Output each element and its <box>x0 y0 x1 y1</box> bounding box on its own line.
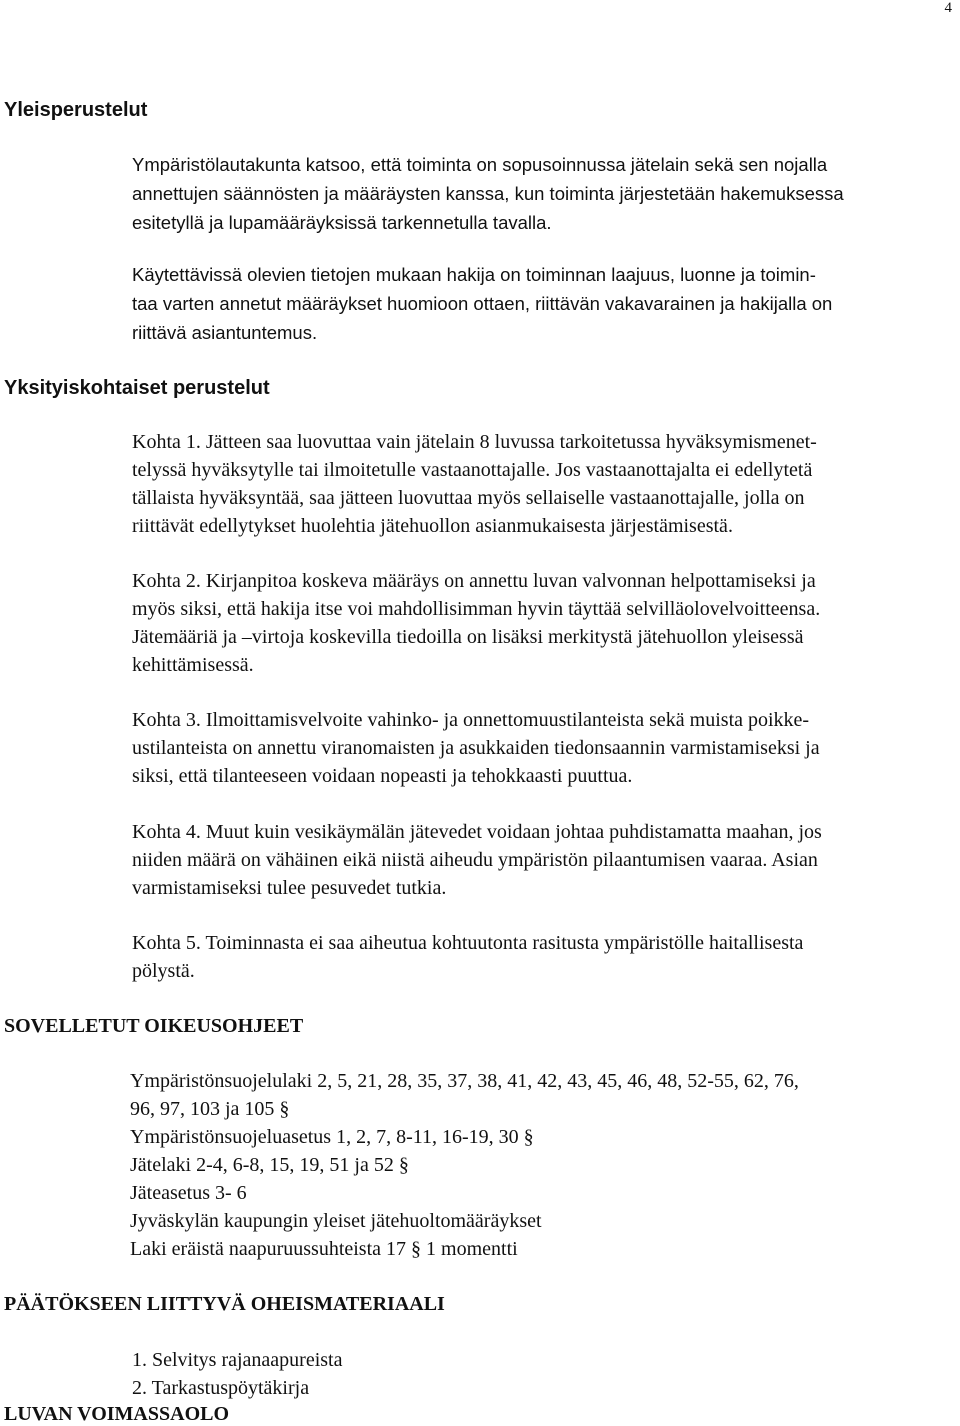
text-line: siksi, että tilanteeseen voidaan nopeasti ja tehokkaasti puuttua. <box>132 765 633 787</box>
section-heading-luvan-voimassaolo: LUVAN VOIMASSAOLO <box>4 1403 230 1425</box>
text-line: esitetyllä ja lupamääräyksissä tarkennetulla tavalla. <box>132 212 552 233</box>
text-line: pölystä. <box>132 960 195 982</box>
text-line: Kohta 2. Kirjanpitoa koskeva määräys on annettu luvan valvonnan helpottamiseksi ja <box>132 570 816 592</box>
text-line: telyssä hyväksytylle tai ilmoitetulle vastaanottajalle. Jos vastaanottajalta ei edellytetä <box>132 459 813 481</box>
legal-reference: 96, 97, 103 ja 105 § <box>130 1098 290 1120</box>
legal-reference: Ympäristönsuojeluasetus 1, 2, 7, 8-11, 16-19, 30 § <box>130 1126 534 1148</box>
text-line: tällaista hyväksyntää, saa jätteen luovuttaa myös sellaiselle vastaanottajalle, jolla on <box>132 487 805 509</box>
text-line: Ympäristölautakunta katsoo, että toiminta on sopusoinnussa jätelain sekä sen nojalla <box>132 154 828 175</box>
text-line: taa varten annetut määräykset huomioon ottaen, riittävän vakavarainen ja hakijalla on <box>132 293 833 314</box>
text-line: myös siksi, että hakija itse voi mahdollisimman hyvin täyttää selvilläolovelvoitteensa. <box>132 598 821 620</box>
legal-reference: Laki eräistä naapuruussuhteista 17 § 1 momentti <box>130 1238 518 1260</box>
text-line: kehittämisessä. <box>132 654 254 676</box>
paragraph-kohta-5 <box>132 929 952 985</box>
text-line: niiden määrä on vähäinen eikä niistä aiheudu ympäristön pilaantumisen vaaraa. Asian <box>132 849 818 871</box>
legal-reference: Ympäristönsuojelulaki 2, 5, 21, 28, 35, 37, 38, 41, 42, 43, 45, 46, 48, 52-55, 62, 76, <box>130 1070 799 1092</box>
legal-reference: Jätelaki 2-4, 6-8, 15, 19, 51 ja 52 § <box>130 1154 409 1176</box>
section-heading-yksityiskohtaiset: Yksityiskohtaiset perustelut <box>4 377 270 399</box>
attachment-item: 1. Selvitys rajanaapureista <box>132 1349 343 1371</box>
section-heading-oheismateriaali: PÄÄTÖKSEEN LIITTYVÄ OHEISMATERIAALI <box>4 1293 445 1315</box>
page-number: 4 <box>944 0 952 16</box>
text-line: Jätemääriä ja –virtoja koskevilla tiedoilla on lisäksi merkitystä jätehuollon yleisessä <box>132 626 804 648</box>
text-line: riittävät edellytykset huolehtia jätehuollon asianmukaisesta järjestämisestä. <box>132 515 733 537</box>
legal-reference: Jyväskylän kaupungin yleiset jätehuoltomääräykset <box>130 1210 542 1232</box>
text-line: Kohta 1. Jätteen saa luovuttaa vain jätelain 8 luvussa tarkoitetussa hyväksymismenet- <box>132 431 817 453</box>
section-heading-sovelletut-oikeusohjeet: SOVELLETUT OIKEUSOHJEET <box>4 1015 304 1037</box>
paragraph-kohta-1 <box>132 428 952 540</box>
paragraph-yleisperustelut-2 <box>132 260 952 347</box>
attachment-item: 2. Tarkastuspöytäkirja <box>132 1377 310 1399</box>
paragraph-kohta-2 <box>132 567 952 679</box>
text-line: ustilanteista on annettu viranomaisten ja asukkaiden tiedonsaannin varmistamiseksi ja <box>132 737 820 759</box>
attachment-list <box>132 1346 343 1402</box>
text-line: Kohta 5. Toiminnasta ei saa aiheutua kohtuutonta rasitusta ympäristölle haitallisesta <box>132 932 804 954</box>
text-line: annettujen säännösten ja määräysten kanssa, kun toiminta järjestetään hakemuksessa <box>132 183 844 204</box>
text-line: Kohta 3. Ilmoittamisvelvoite vahinko- ja onnettomuustilanteista sekä muista poikke- <box>132 709 810 731</box>
text-line: varmistamiseksi tulee pesuvedet tutkia. <box>132 877 447 899</box>
legal-references-list <box>130 1067 799 1263</box>
paragraph-kohta-3 <box>132 706 952 790</box>
section-heading-yleisperustelut: Yleisperustelut <box>4 99 148 121</box>
text-line: Käytettävissä olevien tietojen mukaan hakija on toiminnan laajuus, luonne ja toimin- <box>132 264 816 285</box>
paragraph-kohta-4 <box>132 818 952 902</box>
text-line: Kohta 4. Muut kuin vesikäymälän jätevedet voidaan johtaa puhdistamatta maahan, jos <box>132 821 822 843</box>
paragraph-yleisperustelut-1 <box>132 150 952 237</box>
text-line: riittävä asiantuntemus. <box>132 322 318 343</box>
legal-reference: Jäteasetus 3- 6 <box>130 1182 247 1204</box>
